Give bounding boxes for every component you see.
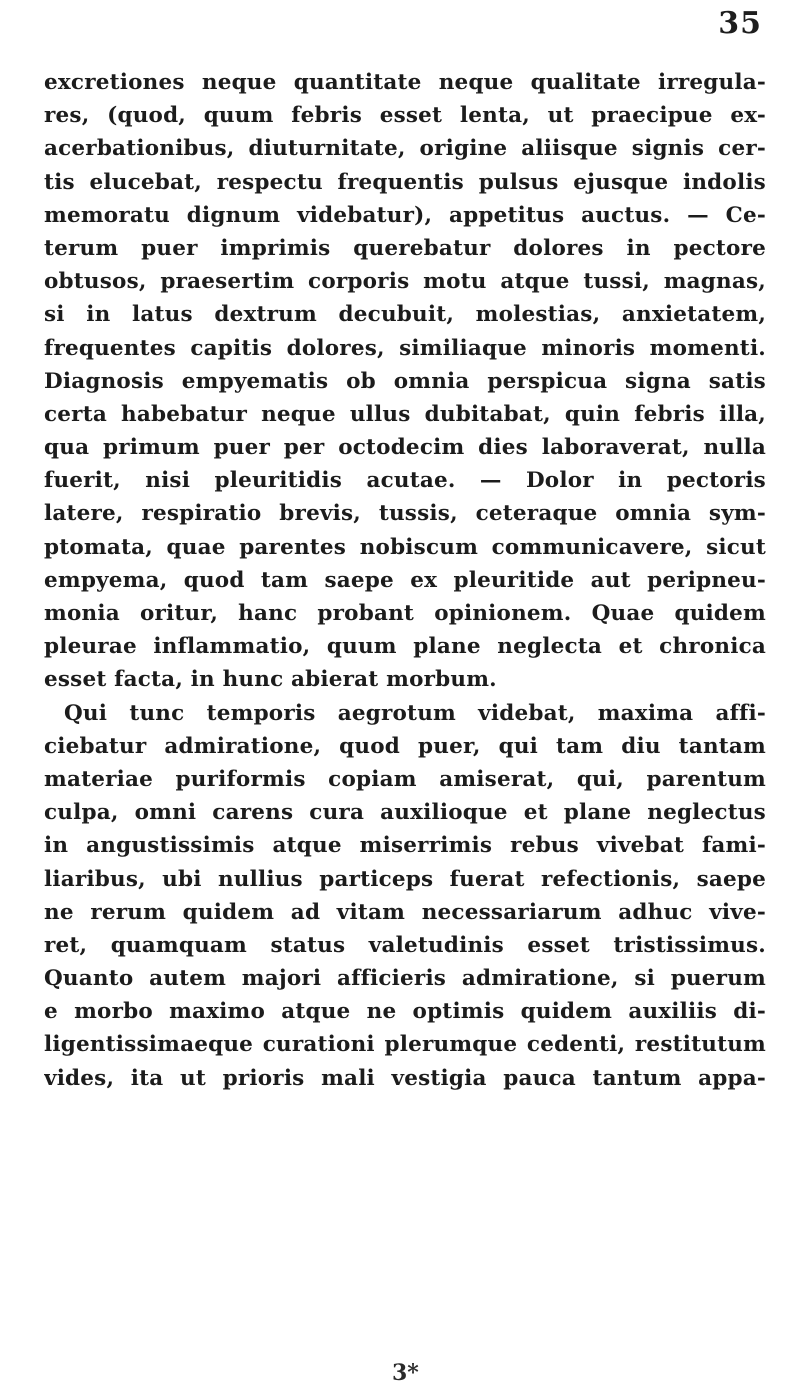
text-line: obtusos, praesertim corporis motu atque tussi, magnas, [44, 269, 766, 295]
text-line: liaribus, ubi nullius particeps fuerat refectionis, saepe [44, 866, 766, 892]
body-text [44, 66, 766, 1095]
text-line: certa habebatur neque ullus dubitabat, quin febris illa, [44, 401, 766, 427]
text-line: terum puer imprimis querebatur dolores in pectore [44, 235, 766, 261]
text-line: ligentissimaeque curationi plerumque cedenti, restitutum [44, 1032, 766, 1058]
text-line: ptomata, quae parentes nobiscum communicavere, sicut [44, 534, 766, 560]
text-line: esset facta, in hunc abierat morbum. [44, 667, 497, 693]
text-line: qua primum puer per octodecim dies laboraverat, nulla [44, 435, 766, 461]
text-line: culpa, omni carens cura auxilioque et plane neglectus [44, 800, 766, 826]
text-line: monia oritur, hanc probant opinionem. Quae quidem [44, 601, 766, 626]
text-line: empyema, quod tam saepe ex pleuritide aut peripneu- [44, 567, 766, 593]
text-line: ne rerum quidem ad vitam necessariarum adhuc vive- [44, 899, 766, 925]
text-line: pleurae inflammatio, quum plane neglecta et chronica [44, 634, 766, 660]
signature-mark: 3* [392, 1360, 419, 1386]
text-line: frequentes capitis dolores, similiaque minoris momenti. [44, 335, 766, 361]
text-line: latere, respiratio brevis, tussis, ceteraque omnia sym- [44, 501, 766, 527]
text-line: ciebatur admiratione, quod puer, qui tam diu tantam [44, 733, 766, 759]
text-line: vides, ita ut prioris mali vestigia pauca tantum appa- [44, 1065, 766, 1091]
text-line: tis elucebat, respectu frequentis pulsus ejusque indolis [44, 169, 766, 195]
text-line: Qui tunc temporis aegrotum videbat, maxima affi- [64, 700, 766, 726]
text-line: Quanto autem majori afficieris admiratione, si puerum [44, 966, 766, 992]
text-line: excretiones neque quantitate neque qualitate irregula- [44, 70, 766, 95]
text-line: ret, quamquam status valetudinis esset tristissimus. [44, 932, 766, 958]
text-line: e morbo maximo atque ne optimis quidem auxiliis di- [44, 999, 766, 1025]
text-line: acerbationibus, diuturnitate, origine aliisque signis cer- [44, 136, 766, 162]
text-line: Diagnosis empyematis ob omnia perspicua signa satis [44, 368, 766, 394]
text-line: memoratu dignum videbatur), appetitus auctus. — Ce- [44, 202, 766, 228]
text-line: res, (quod, quum febris esset lenta, ut praecipue ex- [44, 103, 766, 129]
page-number: 35 [718, 6, 762, 41]
text-line: fuerit, nisi pleuritidis acutae. — Dolor in pectoris [44, 468, 766, 494]
text-line: si in latus dextrum decubuit, molestias, anxietatem, [44, 302, 766, 328]
text-line: materiae puriformis copiam amiserat, qui, parentum [44, 766, 766, 792]
text-line: in angustissimis atque miserrimis rebus vivebat fami- [44, 833, 766, 859]
